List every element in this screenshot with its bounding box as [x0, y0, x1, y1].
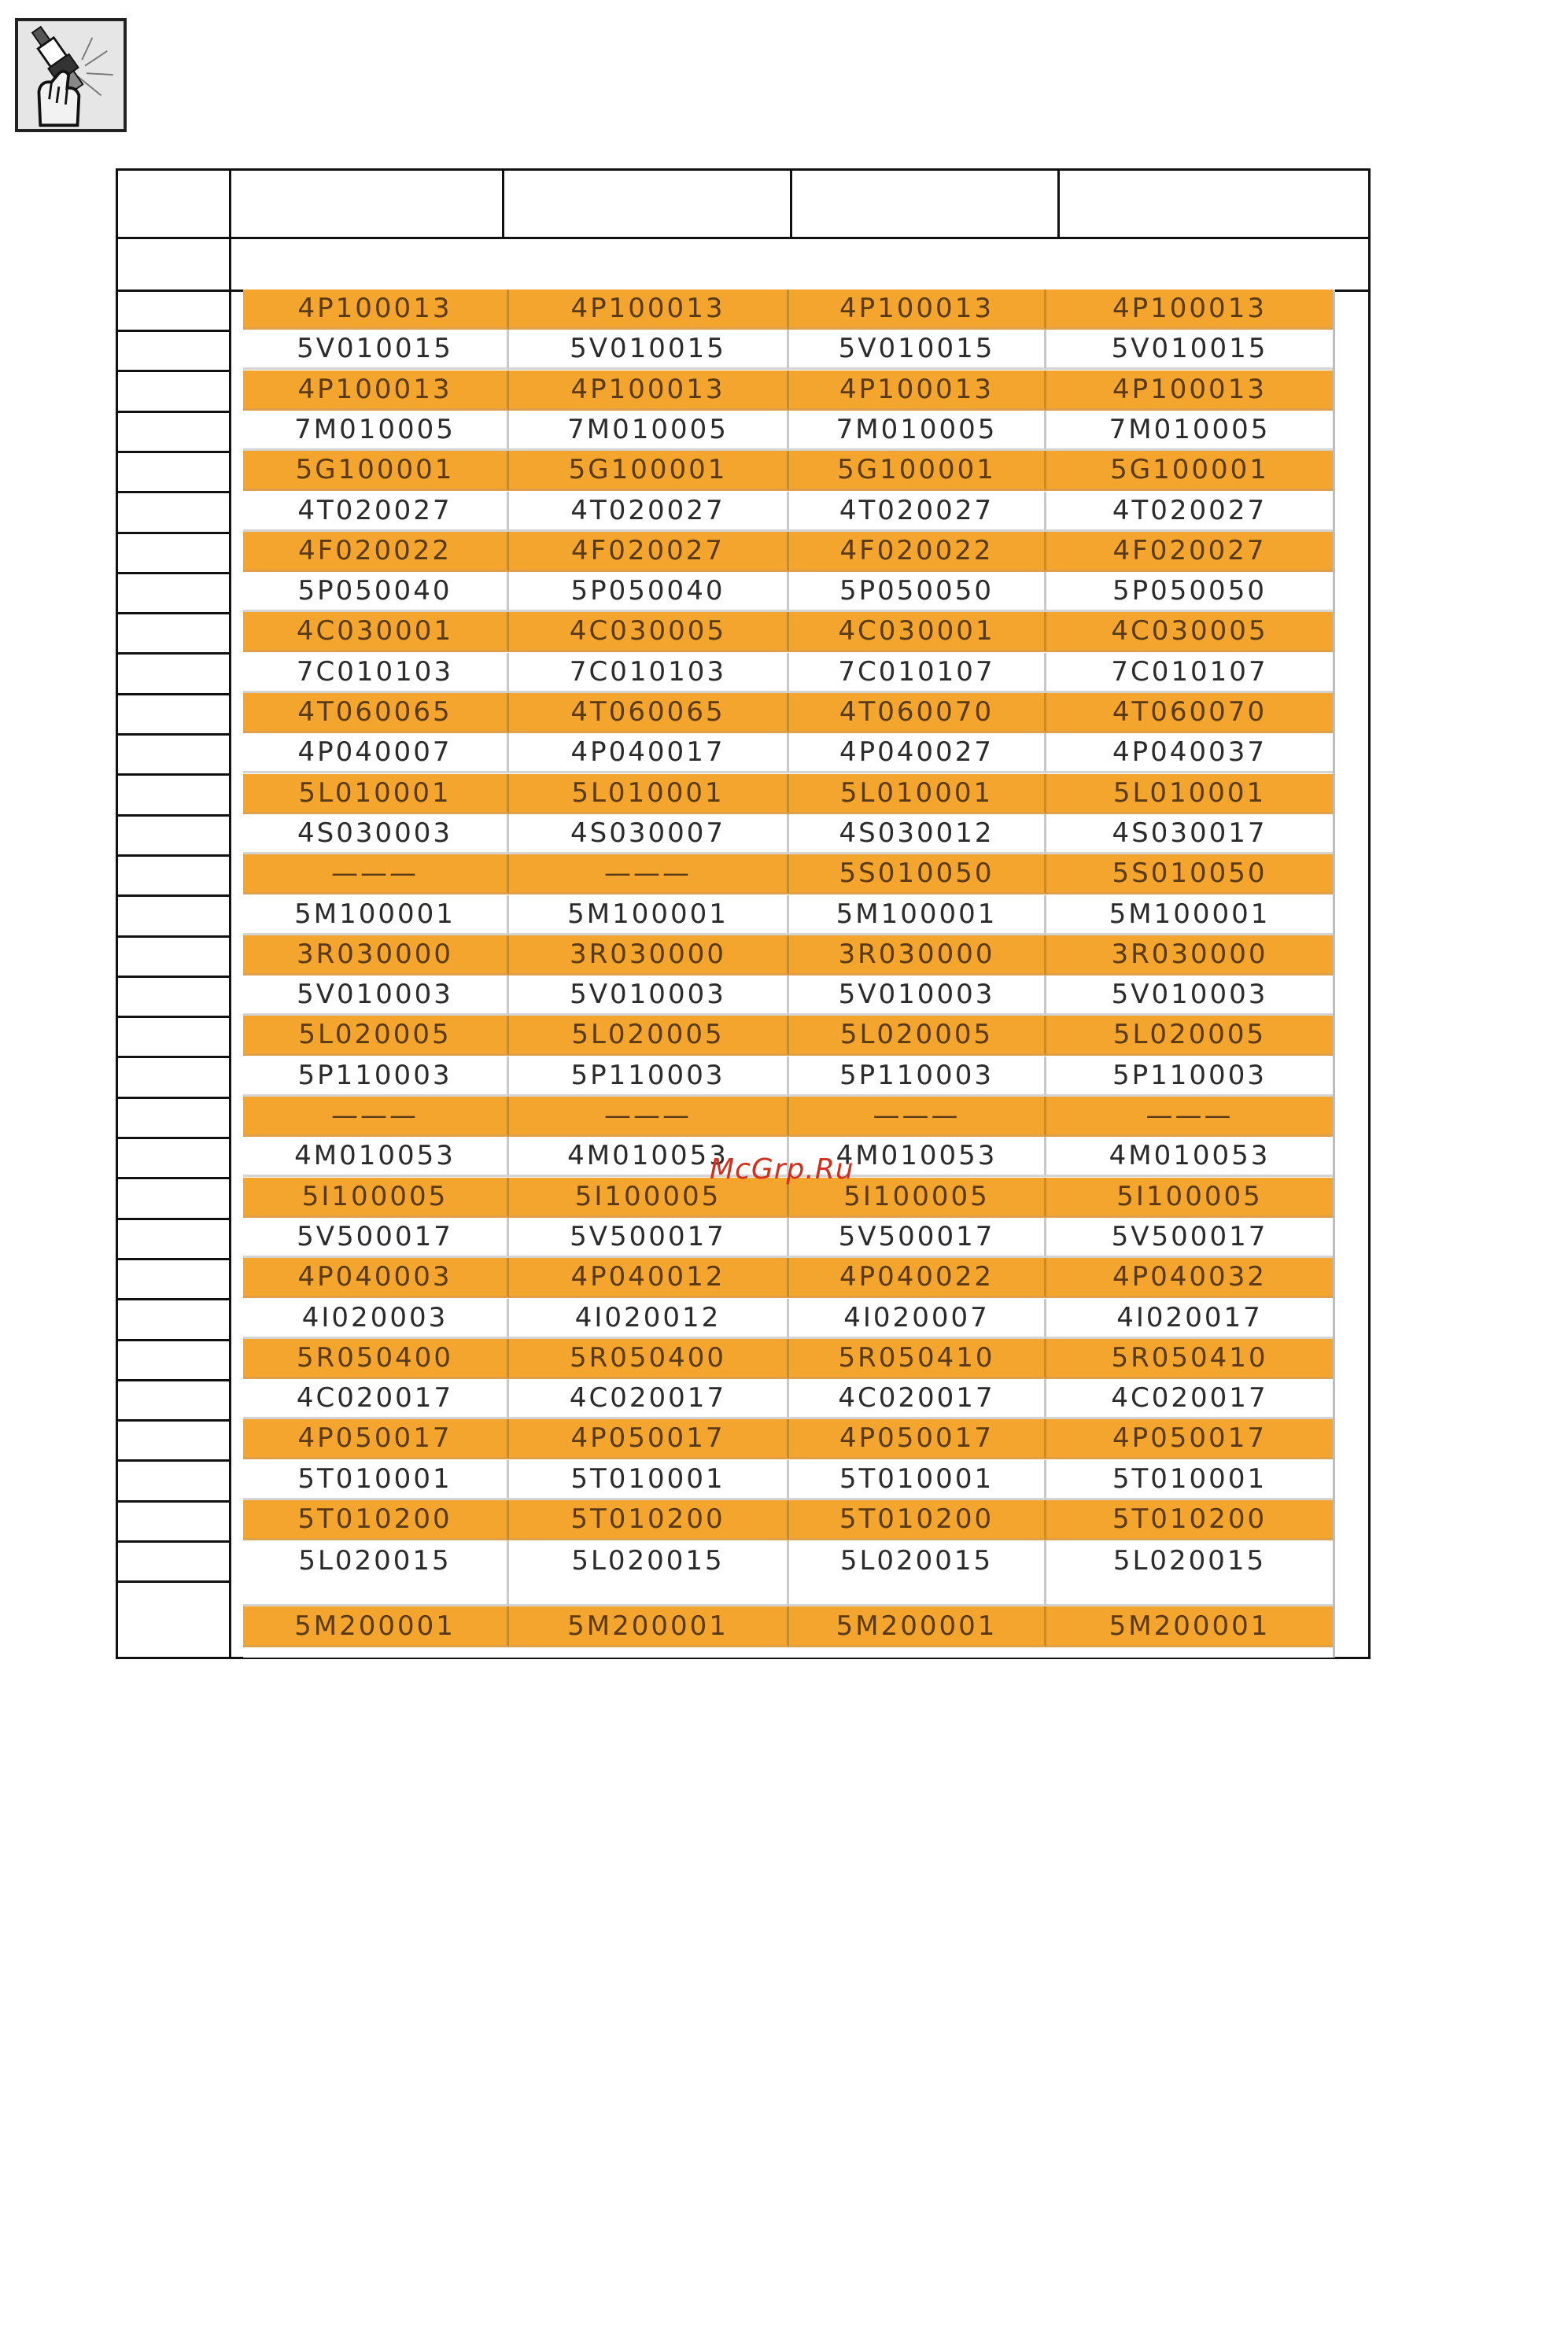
table-row [243, 976, 1333, 1016]
label-column-divider [229, 171, 231, 1657]
row-label-rule [118, 1137, 229, 1139]
part-number-cell: 5V010003 [243, 976, 509, 1016]
header-divider-3 [1057, 171, 1060, 237]
part-number-cell: 4C020017 [789, 1379, 1046, 1419]
row-label-rule [118, 1298, 229, 1300]
row-label-rule [118, 854, 229, 857]
part-number-cell: 5V010003 [509, 976, 789, 1016]
header-divider-2 [790, 171, 792, 237]
table-row [243, 411, 1333, 451]
table-row [243, 733, 1333, 773]
part-number-cell: 7M010005 [243, 411, 509, 451]
part-number-cell: 4P040027 [789, 733, 1046, 773]
part-number-cell: 5I100005 [789, 1178, 1046, 1218]
part-number-cell: 4P050017 [789, 1419, 1046, 1459]
part-number-cell: 4M010053 [1046, 1137, 1333, 1177]
part-number-cell: 5L010001 [243, 774, 509, 814]
part-number-cell: ——— [243, 1097, 509, 1137]
part-number-cell: 5L010001 [509, 774, 789, 814]
table-row [243, 774, 1333, 814]
table-row [243, 290, 1333, 330]
part-number-cell: 7C010103 [509, 653, 789, 693]
part-number-cell: 4C020017 [509, 1379, 789, 1419]
table-row [243, 1299, 1333, 1339]
part-number-cell: 4F020022 [789, 532, 1046, 572]
table-row [243, 330, 1333, 370]
part-number-cell: 5V500017 [509, 1218, 789, 1258]
part-number-cell: 4T020027 [509, 492, 789, 532]
row-label-rule [118, 1097, 229, 1099]
table-row [243, 1016, 1333, 1056]
part-number-cell: 4P100013 [243, 371, 509, 411]
part-number-cell: 4T020027 [243, 492, 509, 532]
part-number-cell: 4P040007 [243, 733, 509, 773]
part-number-cell: 5V010003 [789, 976, 1046, 1016]
part-number-cell: 4I020017 [1046, 1299, 1333, 1339]
part-number-cell: 4C030005 [509, 612, 789, 652]
part-number-cell: ——— [1046, 1097, 1333, 1137]
part-number-cell: 4S030007 [509, 814, 789, 854]
row-label-rule [118, 411, 229, 413]
part-number-cell: 3R030000 [789, 935, 1046, 976]
part-number-cell: 3R030000 [509, 935, 789, 976]
part-number-cell: 5G100001 [243, 451, 509, 491]
part-number-cell: ——— [789, 1097, 1046, 1137]
part-number-cell: 4P040003 [243, 1258, 509, 1298]
part-number-cell: 5L010001 [1046, 774, 1333, 814]
part-number-cell: 4I020003 [243, 1299, 509, 1339]
part-number-cell: 4S030017 [1046, 814, 1333, 854]
part-number-cell: 5M100001 [509, 895, 789, 935]
part-number-cell: 7M010005 [789, 411, 1046, 451]
table-row [243, 1339, 1333, 1379]
row-label-rule [118, 370, 229, 372]
part-number-cell: 5V010015 [789, 330, 1046, 370]
part-number-cell: 5T010200 [243, 1500, 509, 1540]
row-label-rule [118, 1379, 229, 1381]
part-number-cell: 5L020015 [509, 1540, 789, 1606]
part-number-cell: 4P100013 [789, 371, 1046, 411]
part-number-cell: 5M100001 [243, 895, 509, 935]
part-number-cell: 4C030005 [1046, 612, 1333, 652]
table-row [243, 1606, 1333, 1647]
part-number-cell: 5V500017 [243, 1218, 509, 1258]
part-number-cell: 4C020017 [1046, 1379, 1333, 1419]
part-number-cell: 5T010200 [509, 1500, 789, 1540]
row-label-rule [118, 1056, 229, 1058]
part-number-cell: 4F020027 [1046, 532, 1333, 572]
table-row [243, 1057, 1333, 1097]
table-row [243, 814, 1333, 854]
part-number-cell: 5R050410 [1046, 1339, 1333, 1379]
row-label-rule [118, 1016, 229, 1018]
part-number-cell: 5V010015 [243, 330, 509, 370]
table-row [243, 935, 1333, 976]
part-number-cell: 5L020005 [243, 1016, 509, 1056]
table-row [243, 532, 1333, 572]
part-number-cell: 5V010003 [1046, 976, 1333, 1016]
row-label-rule [118, 1419, 229, 1422]
row-label-rule [118, 491, 229, 493]
part-number-cell: 4T060070 [789, 693, 1046, 733]
part-number-cell: 4M010053 [243, 1137, 509, 1177]
part-number-cell: 5M200001 [243, 1606, 509, 1647]
table-row [243, 1258, 1333, 1298]
part-number-cell: 5L020005 [509, 1016, 789, 1056]
part-number-cell: ——— [243, 854, 509, 894]
part-number-cell: 5M100001 [789, 895, 1046, 935]
row-label-rule [118, 1218, 229, 1220]
part-number-cell: 4P040017 [509, 733, 789, 773]
part-number-cell: 3R030000 [243, 935, 509, 976]
part-number-cell: 4M010053 [509, 1137, 789, 1177]
row-label-rule [118, 330, 229, 332]
row-label-rule [118, 773, 229, 776]
part-number-cell: ——— [509, 1097, 789, 1137]
row-label-rule [118, 1580, 229, 1583]
part-number-cell: 4M010053 [789, 1137, 1046, 1177]
part-number-grid [243, 290, 1333, 1658]
table-row [243, 1379, 1333, 1419]
table-row [243, 371, 1333, 411]
part-number-cell: 5M200001 [1046, 1606, 1333, 1647]
table-row [243, 693, 1333, 733]
row-label-rule [118, 733, 229, 736]
row-label-rule [118, 1459, 229, 1462]
part-number-cell: 5T010001 [789, 1460, 1046, 1500]
part-number-cell: ——— [509, 854, 789, 894]
part-number-cell: 4P040037 [1046, 733, 1333, 773]
part-number-cell: 5I100005 [243, 1178, 509, 1218]
table-row [243, 1540, 1333, 1606]
table-row [243, 572, 1333, 612]
part-number-cell: 4C020017 [243, 1379, 509, 1419]
part-number-cell: 5M200001 [789, 1606, 1046, 1647]
table-row [243, 1419, 1333, 1459]
part-number-cell: 5M200001 [509, 1606, 789, 1647]
row-label-rule [118, 1177, 229, 1179]
row-label-rule [118, 1500, 229, 1503]
part-number-cell: 4P100013 [243, 290, 509, 330]
part-number-cell: 4P100013 [509, 371, 789, 411]
part-number-cell: 5I100005 [509, 1178, 789, 1218]
header-rule-1 [118, 237, 1368, 239]
part-number-cell: 4F020027 [509, 532, 789, 572]
part-number-cell: 4P100013 [789, 290, 1046, 330]
header-divider-1 [502, 171, 504, 237]
part-number-cell: 4P040032 [1046, 1258, 1333, 1298]
part-number-cell: 5G100001 [509, 451, 789, 491]
part-number-cell: 5P050050 [789, 572, 1046, 612]
part-number-cell: 3R030000 [1046, 935, 1333, 976]
part-number-cell: 5S010050 [789, 854, 1046, 894]
part-number-cell: 4C030001 [789, 612, 1046, 652]
row-label-rule [118, 532, 229, 534]
part-number-cell: 7C010103 [243, 653, 509, 693]
part-number-cell: 5G100001 [1046, 451, 1333, 491]
row-label-rule [118, 894, 229, 897]
part-number-cell: 5M100001 [1046, 895, 1333, 935]
part-number-cell: 4P040022 [789, 1258, 1046, 1298]
table-row [243, 612, 1333, 652]
part-number-cell: 5L020005 [1046, 1016, 1333, 1056]
table-row [243, 653, 1333, 693]
part-number-cell: 5P110003 [243, 1057, 509, 1097]
row-label-rule [118, 572, 229, 574]
part-number-cell: 5R050410 [789, 1339, 1046, 1379]
part-number-cell: 4T060065 [243, 693, 509, 733]
part-number-cell: 5L020005 [789, 1016, 1046, 1056]
part-number-cell: 5P110003 [789, 1057, 1046, 1097]
part-number-cell: 5R050400 [243, 1339, 509, 1379]
part-number-cell: 7C010107 [1046, 653, 1333, 693]
part-number-cell: 4T060070 [1046, 693, 1333, 733]
row-label-rule [118, 612, 229, 614]
row-label-rule [118, 652, 229, 655]
table-row [243, 854, 1333, 894]
row-label-rule [118, 693, 229, 695]
part-number-cell: 4S030003 [243, 814, 509, 854]
table-row [243, 1218, 1333, 1258]
part-number-cell: 4P050017 [509, 1419, 789, 1459]
part-number-cell: 4T020027 [1046, 492, 1333, 532]
part-number-cell: 5P050050 [1046, 572, 1333, 612]
part-number-cell: 4I020007 [789, 1299, 1046, 1339]
part-number-cell: 7C010107 [789, 653, 1046, 693]
part-number-cell: 4C030001 [243, 612, 509, 652]
table-row [243, 451, 1333, 491]
part-number-cell: 4P050017 [243, 1419, 509, 1459]
part-number-cell: 5S010050 [1046, 854, 1333, 894]
part-number-cell: 5L010001 [789, 774, 1046, 814]
watermark: McGrp.Ru [710, 1153, 854, 1186]
table-row [243, 1460, 1333, 1500]
part-number-cell: 5V010015 [1046, 330, 1333, 370]
part-number-cell: 5V010015 [509, 330, 789, 370]
part-number-cell: 7M010005 [509, 411, 789, 451]
part-number-cell: 5T010200 [789, 1500, 1046, 1540]
part-number-cell: 4P100013 [509, 290, 789, 330]
part-number-cell: 5I100005 [1046, 1178, 1333, 1218]
part-number-cell: 5P050040 [509, 572, 789, 612]
part-number-cell: 5L020015 [243, 1540, 509, 1606]
row-label-rule [118, 935, 229, 938]
part-number-cell: 5T010001 [243, 1460, 509, 1500]
part-number-cell: 4P100013 [1046, 290, 1333, 330]
part-number-cell: 5P110003 [1046, 1057, 1333, 1097]
table-row [243, 1097, 1333, 1137]
part-number-cell: 5P110003 [509, 1057, 789, 1097]
table-row [243, 895, 1333, 935]
part-number-cell: 5P050040 [243, 572, 509, 612]
part-number-cell: 5G100001 [789, 451, 1046, 491]
row-label-rule [118, 1540, 229, 1543]
part-number-cell: 4T020027 [789, 492, 1046, 532]
part-number-cell: 5T010001 [1046, 1460, 1333, 1500]
part-number-cell: 5T010001 [509, 1460, 789, 1500]
row-label-rule [118, 451, 229, 453]
part-number-cell: 4F020022 [243, 532, 509, 572]
part-number-cell: 5R050400 [509, 1339, 789, 1379]
part-number-cell: 7M010005 [1046, 411, 1333, 451]
part-number-cell: 4P050017 [1046, 1419, 1333, 1459]
row-label-rule [118, 1258, 229, 1260]
part-number-cell: 4S030012 [789, 814, 1046, 854]
part-number-cell: 4I020012 [509, 1299, 789, 1339]
part-number-cell: 5V500017 [789, 1218, 1046, 1258]
part-number-cell: 5T010200 [1046, 1500, 1333, 1540]
part-number-cell: 4P100013 [1046, 371, 1333, 411]
hand-holding-spark-plug-icon [18, 21, 124, 129]
part-number-cell: 5L020015 [1046, 1540, 1333, 1606]
logo [15, 18, 127, 132]
part-number-cell: 5L020015 [789, 1540, 1046, 1606]
row-label-rule [118, 814, 229, 817]
part-number-cell: 4T060065 [509, 693, 789, 733]
row-label-rule [118, 976, 229, 978]
part-number-cell: 4P040012 [509, 1258, 789, 1298]
table-row [243, 1500, 1333, 1540]
table-row [243, 492, 1333, 532]
row-label-rule [118, 1339, 229, 1341]
part-number-cell: 5V500017 [1046, 1218, 1333, 1258]
